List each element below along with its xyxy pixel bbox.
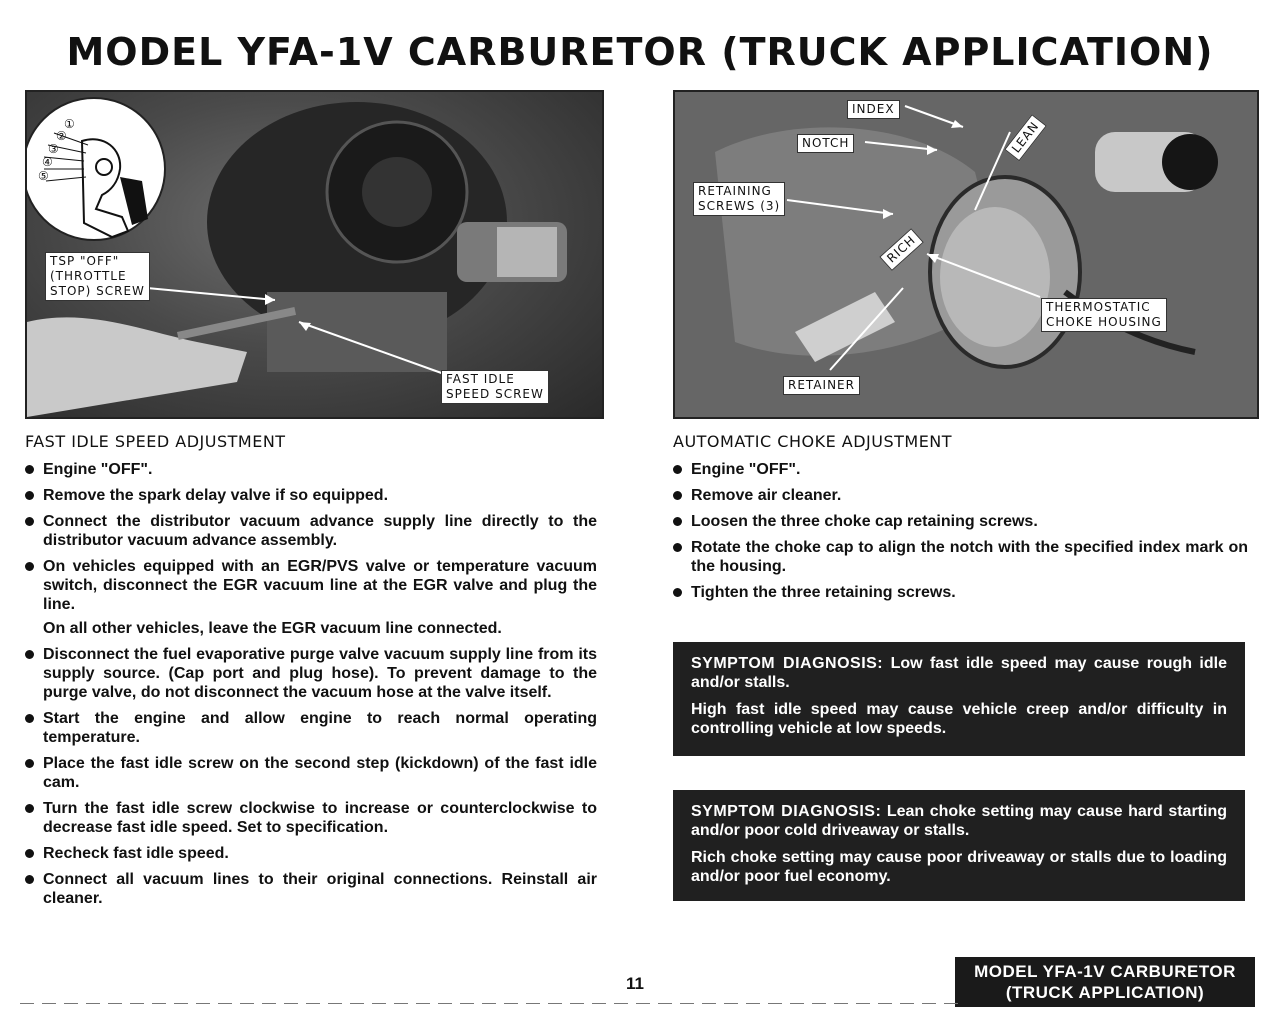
list-item: Connect the distributor vacuum advance supply line directly to the distributor vacuum advance assembly. xyxy=(25,512,597,550)
fast-idle-screw-callout: FAST IDLE SPEED SCREW xyxy=(441,370,549,404)
thermostatic-choke-callout: THERMOSTATIC CHOKE HOUSING xyxy=(1041,298,1167,332)
symptom-label: SYMPTOM DIAGNOSIS: xyxy=(691,655,884,672)
symptom-paragraph xyxy=(691,802,1227,840)
rich-label: RICH xyxy=(879,228,924,271)
automatic-choke-photo xyxy=(673,90,1259,419)
list-item-note: On all other vehicles, leave the EGR vacuum line connected. xyxy=(43,620,502,637)
page-title: MODEL YFA-1V CARBURETOR (TRUCK APPLICATION) xyxy=(66,30,1214,74)
inset-number-1: ① xyxy=(64,117,75,131)
symptom-text: Lean choke setting may cause hard starting and/or poor cold driveaway or stalls. xyxy=(691,803,1227,839)
inset-number-3: ③ xyxy=(48,142,59,156)
inset-number-4: ④ xyxy=(42,155,53,169)
symptom-text-2: High fast idle speed may cause vehicle creep and/or difficulty in controlling vehicle at low speeds. xyxy=(691,701,1227,737)
list-item: Engine "OFF". xyxy=(25,460,597,479)
fast-idle-symptom-box xyxy=(673,642,1245,756)
symptom-paragraph xyxy=(691,654,1227,692)
fast-idle-steps xyxy=(25,460,597,915)
inset-number-5: ⑤ xyxy=(38,169,49,183)
auto-choke-heading: AUTOMATIC CHOKE ADJUSTMENT xyxy=(673,432,953,451)
footer-section-tab: MODEL YFA-1V CARBURETOR (TRUCK APPLICATION) xyxy=(955,957,1255,1007)
list-item: Tighten the three retaining screws. xyxy=(673,583,1248,602)
list-item: Rotate the choke cap to align the notch with the specified index mark on the housing. xyxy=(673,538,1248,576)
list-item: Disconnect the fuel evaporative purge valve vacuum supply line from its supply source. (Cap port and plug hose). To prevent damage to the purge valve, do not disconnect the vacuum hose at the valve itself. xyxy=(25,645,597,702)
symptom-text: Low fast idle speed may cause rough idle and/or stalls. xyxy=(691,655,1227,691)
list-item: Remove air cleaner. xyxy=(673,486,1248,505)
list-item: Loosen the three choke cap retaining screws. xyxy=(673,512,1248,531)
inset-number-2: ② xyxy=(56,129,67,143)
list-item: Remove the spark delay valve if so equipped. xyxy=(25,486,597,505)
notch-callout: NOTCH xyxy=(797,134,854,153)
list-item: Recheck fast idle speed. xyxy=(25,844,597,863)
linkage-inset xyxy=(25,97,166,241)
symptom-text-2: Rich choke setting may cause poor driveaway or stalls due to loading and/or poor fuel economy. xyxy=(691,849,1227,885)
auto-choke-steps xyxy=(673,460,1248,609)
index-callout: INDEX xyxy=(847,100,900,119)
choke-symptom-box xyxy=(673,790,1245,901)
retainer-callout: RETAINER xyxy=(783,376,860,395)
symptom-label: SYMPTOM DIAGNOSIS: xyxy=(691,803,882,820)
list-item: On vehicles equipped with an EGR/PVS valve or temperature vacuum switch, disconnect the EGR vacuum line at the EGR valve and plug the line. xyxy=(25,557,597,614)
page-number: 11 xyxy=(626,974,644,993)
fast-idle-heading: FAST IDLE SPEED ADJUSTMENT xyxy=(25,432,286,451)
choke-illustration xyxy=(675,92,1257,417)
footer-rule xyxy=(20,1003,960,1004)
list-item: Turn the fast idle screw clockwise to increase or counterclockwise to decrease fast idle speed. Set to specification. xyxy=(25,799,597,837)
fast-idle-photo xyxy=(25,90,604,419)
list-item: Place the fast idle screw on the second step (kickdown) of the fast idle cam. xyxy=(25,754,597,792)
list-item: Engine "OFF". xyxy=(673,460,1248,479)
list-item: Connect all vacuum lines to their original connections. Reinstall air cleaner. xyxy=(25,870,597,908)
retaining-screws-callout: RETAINING SCREWS (3) xyxy=(693,182,785,216)
lean-label: LEAN xyxy=(1004,114,1047,162)
tsp-screw-callout: TSP "OFF" (THROTTLE STOP) SCREW xyxy=(45,252,150,301)
list-item: Start the engine and allow engine to reach normal operating temperature. xyxy=(25,709,597,747)
